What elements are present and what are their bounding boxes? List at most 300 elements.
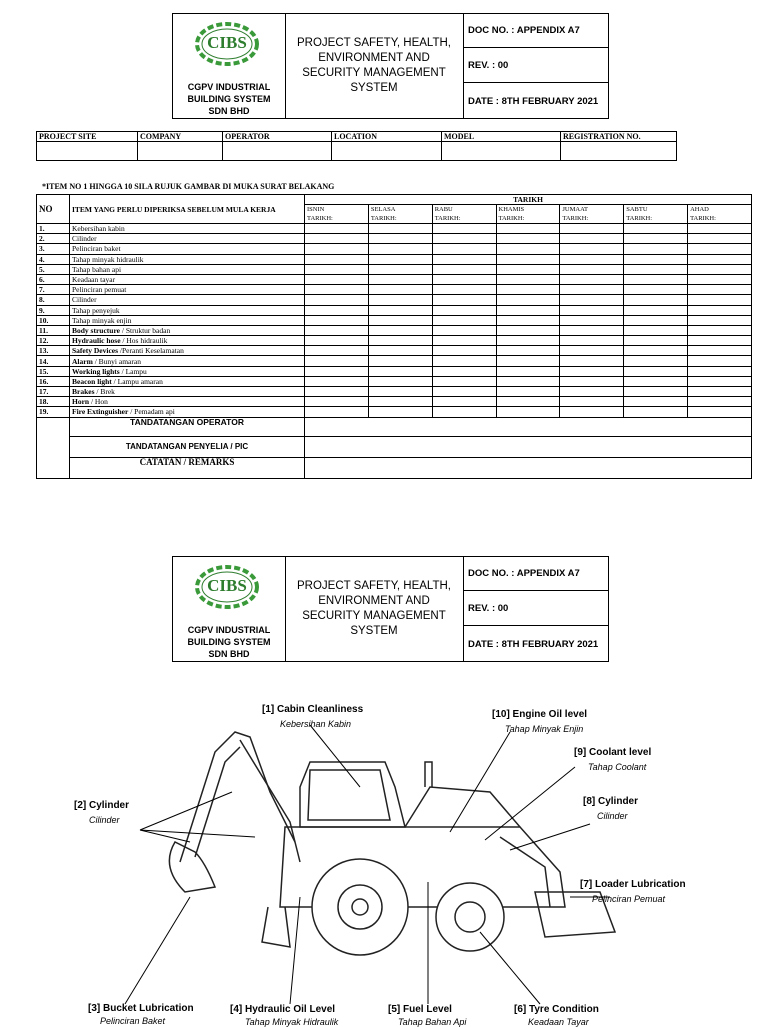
company-name-line1: CGPV INDUSTRIAL (187, 82, 271, 92)
item-number: 15. (37, 366, 70, 376)
checklist-row (37, 325, 752, 335)
day-name: ISNIN (307, 206, 325, 213)
operator-field[interactable] (223, 142, 332, 161)
check-cell[interactable] (368, 274, 432, 284)
col-item: ITEM YANG PERLU DIPERIKSA SEBELUM MULA KERJA (70, 195, 305, 224)
check-cell[interactable] (688, 264, 752, 274)
check-cell[interactable] (688, 397, 752, 407)
check-cell[interactable] (432, 285, 496, 295)
check-cell[interactable] (496, 397, 560, 407)
check-cell[interactable] (368, 254, 432, 264)
item-number: 10. (37, 315, 70, 325)
check-cell[interactable] (624, 397, 688, 407)
check-cell[interactable] (432, 224, 496, 234)
check-cell[interactable] (305, 407, 369, 417)
label-1-ms: Kebersihan Kabin (280, 719, 352, 729)
check-cell[interactable] (305, 224, 369, 234)
title-line3: SECURITY MANAGEMENT (302, 610, 446, 622)
label-4: [4] Hydraulic Oil Level (230, 1004, 336, 1015)
check-cell[interactable] (368, 224, 432, 234)
check-cell[interactable] (496, 366, 560, 376)
check-cell[interactable] (688, 244, 752, 254)
check-cell[interactable] (560, 264, 624, 274)
item-name: Keadaan tayar (72, 275, 116, 285)
col-company: COMPANY (138, 132, 223, 142)
day-name: RABU (434, 206, 453, 213)
check-cell[interactable] (305, 285, 369, 295)
check-cell[interactable] (688, 295, 752, 305)
item-number: 8. (37, 295, 70, 305)
doc-number: DOC NO. : APPENDIX A7 (464, 557, 609, 591)
day-name: JUMAAT (562, 206, 589, 213)
item-number: 5. (37, 264, 70, 274)
label-1: [1] Cabin Cleanliness (262, 704, 364, 715)
check-cell[interactable] (305, 244, 369, 254)
day-name: SABTU (626, 206, 648, 213)
label-4-ms: Tahap Minyak Hidraulik (245, 1017, 339, 1027)
check-cell[interactable] (432, 274, 496, 284)
check-cell[interactable] (368, 366, 432, 376)
check-cell[interactable] (496, 224, 560, 234)
item-description (70, 346, 305, 356)
day-date-label: TARIKH: (562, 215, 589, 222)
check-cell[interactable] (688, 285, 752, 295)
check-cell[interactable] (432, 254, 496, 264)
item-name: Tahap bahan api (72, 264, 122, 274)
check-cell[interactable] (496, 376, 560, 386)
company-name-line3: SDN BHD (208, 106, 250, 116)
registration-no-field[interactable] (561, 142, 677, 161)
item-number: 6. (37, 274, 70, 284)
item-description (70, 295, 305, 305)
check-cell[interactable] (496, 264, 560, 274)
check-cell[interactable] (432, 346, 496, 356)
check-cell[interactable] (305, 295, 369, 305)
check-cell[interactable] (432, 264, 496, 274)
check-cell[interactable] (432, 325, 496, 335)
check-cell[interactable] (688, 366, 752, 376)
check-cell[interactable] (560, 325, 624, 335)
check-cell[interactable] (496, 356, 560, 366)
check-cell[interactable] (432, 244, 496, 254)
label-10: [10] Engine Oil level (492, 709, 588, 720)
item-name: Pelinciran baket (72, 244, 121, 254)
check-cell[interactable] (688, 407, 752, 417)
check-cell[interactable] (496, 407, 560, 417)
company-field[interactable] (138, 142, 223, 161)
supervisor-signature-row (37, 436, 752, 457)
check-cell[interactable] (305, 305, 369, 315)
revision: REV. : 00 (464, 592, 609, 626)
check-cell[interactable] (624, 234, 688, 244)
check-cell[interactable] (496, 295, 560, 305)
check-cell[interactable] (560, 356, 624, 366)
check-cell[interactable] (305, 315, 369, 325)
item-name-en: Beacon light (72, 376, 112, 386)
item-name: / Brek (94, 387, 115, 397)
check-cell[interactable] (496, 254, 560, 264)
checklist-row (37, 366, 752, 376)
check-cell[interactable] (368, 387, 432, 397)
day-name: KHAMIS (498, 206, 525, 213)
label-2-ms: Cilinder (89, 815, 120, 825)
checklist-row (37, 305, 752, 315)
item-number: 1. (37, 224, 70, 234)
check-cell[interactable] (688, 356, 752, 366)
check-cell[interactable] (560, 336, 624, 346)
item-description (70, 305, 305, 315)
checklist-row (37, 295, 752, 305)
check-cell[interactable] (624, 356, 688, 366)
check-cell[interactable] (305, 336, 369, 346)
project-input-row (37, 142, 677, 161)
check-cell[interactable] (432, 336, 496, 346)
checklist-row (37, 285, 752, 295)
check-cell[interactable] (624, 305, 688, 315)
check-cell[interactable] (688, 376, 752, 386)
item-description (70, 264, 305, 274)
item-number: 7. (37, 285, 70, 295)
col-location: LOCATION (332, 132, 442, 142)
title-line4: SYSTEM (350, 625, 398, 637)
checklist-row (37, 224, 752, 234)
project-site-field[interactable] (37, 142, 138, 161)
checklist-row (37, 254, 752, 264)
model-field[interactable] (442, 142, 561, 161)
day-col-jumaat (560, 205, 624, 224)
label-8: [8] Cylinder (583, 796, 639, 807)
check-cell[interactable] (688, 305, 752, 315)
checklist-row (37, 387, 752, 397)
day-col-khamis (496, 205, 560, 224)
check-cell[interactable] (305, 346, 369, 356)
check-cell[interactable] (624, 387, 688, 397)
label-6-ms: Keadaan Tayar (528, 1017, 589, 1027)
day-col-sabtu (624, 205, 688, 224)
check-cell[interactable] (624, 244, 688, 254)
check-cell[interactable] (432, 305, 496, 315)
item-name: / Bunyi amaran (92, 356, 141, 366)
check-cell[interactable] (624, 295, 688, 305)
check-cell[interactable] (688, 234, 752, 244)
check-cell[interactable] (560, 295, 624, 305)
check-cell[interactable] (368, 285, 432, 295)
document-header (172, 13, 609, 119)
check-cell[interactable] (368, 346, 432, 356)
check-cell[interactable] (305, 387, 369, 397)
label-10-ms: Tahap Minyak Enjin (505, 724, 584, 734)
item-name: Cilinder (72, 295, 97, 305)
check-cell[interactable] (305, 397, 369, 407)
day-date-label: TARIKH: (498, 215, 525, 222)
title-line2: ENVIRONMENT AND (318, 595, 430, 607)
item-name: Kebersihan kabin (72, 224, 125, 234)
item-number: 16. (37, 376, 70, 386)
check-cell[interactable] (432, 295, 496, 305)
check-cell[interactable] (368, 234, 432, 244)
check-cell[interactable] (624, 254, 688, 264)
document-title (285, 14, 464, 118)
check-cell[interactable] (624, 274, 688, 284)
check-cell[interactable] (368, 305, 432, 315)
item-description (70, 234, 305, 244)
item-description (70, 397, 305, 407)
logo-text: CIBS (207, 576, 247, 595)
operator-signature-row (37, 417, 752, 436)
col-model: MODEL (442, 132, 561, 142)
check-cell[interactable] (368, 407, 432, 417)
check-cell[interactable] (688, 325, 752, 335)
check-cell[interactable] (496, 336, 560, 346)
item-number: 9. (37, 305, 70, 315)
check-cell[interactable] (688, 346, 752, 356)
checklist-header-row (37, 195, 752, 205)
checklist-row (37, 264, 752, 274)
location-field[interactable] (332, 142, 442, 161)
checklist-row (37, 346, 752, 356)
check-cell[interactable] (560, 274, 624, 284)
day-date-label: TARIKH: (434, 215, 461, 222)
check-cell[interactable] (560, 346, 624, 356)
check-cell[interactable] (432, 376, 496, 386)
check-cell[interactable] (305, 376, 369, 386)
item-description (70, 356, 305, 366)
check-cell[interactable] (305, 366, 369, 376)
logo-text: CIBS (207, 33, 247, 52)
check-cell[interactable] (305, 254, 369, 264)
check-cell[interactable] (496, 387, 560, 397)
inspection-checklist (36, 194, 752, 479)
day-col-rabu (432, 205, 496, 224)
label-8-ms: Cilinder (597, 811, 628, 821)
col-registration-no: REGISTRATION NO. (561, 132, 677, 142)
check-cell[interactable] (368, 376, 432, 386)
check-cell[interactable] (432, 315, 496, 325)
check-cell[interactable] (624, 376, 688, 386)
check-cell[interactable] (432, 387, 496, 397)
label-9-ms: Tahap Coolant (588, 762, 647, 772)
check-cell[interactable] (560, 285, 624, 295)
check-cell[interactable] (368, 325, 432, 335)
check-cell[interactable] (688, 336, 752, 346)
check-cell[interactable] (305, 274, 369, 284)
check-cell[interactable] (368, 315, 432, 325)
col-tarikh: TARIKH (305, 195, 752, 205)
check-cell[interactable] (560, 244, 624, 254)
day-col-isnin (305, 205, 369, 224)
project-info-table (36, 131, 677, 161)
item-name-en: Horn (72, 397, 90, 407)
check-cell[interactable] (624, 407, 688, 417)
check-cell[interactable] (624, 315, 688, 325)
item-name: / Pemadam api (128, 407, 175, 417)
label-2: [2] Cylinder (74, 800, 130, 811)
checklist-row (37, 336, 752, 346)
item-description (70, 325, 305, 335)
check-cell[interactable] (496, 274, 560, 284)
check-cell[interactable] (432, 407, 496, 417)
item-name: / Struktur badan (120, 325, 171, 335)
check-cell[interactable] (368, 336, 432, 346)
item-name-en: Body structure (72, 325, 120, 335)
check-cell[interactable] (432, 356, 496, 366)
checklist-row (37, 234, 752, 244)
check-cell[interactable] (496, 346, 560, 356)
item-number: 17. (37, 387, 70, 397)
check-cell[interactable] (624, 224, 688, 234)
check-cell[interactable] (496, 244, 560, 254)
item-number: 18. (37, 397, 70, 407)
remarks-field[interactable] (305, 457, 752, 478)
operator-signature-field[interactable] (305, 417, 752, 436)
backhoe-illustration (0, 692, 768, 1024)
reference-note: *ITEM NO 1 HINGGA 10 SILA RUJUK GAMBAR DI MUKA SURAT BELAKANG (42, 182, 335, 191)
check-cell[interactable] (368, 356, 432, 366)
label-9: [9] Coolant level (574, 747, 652, 758)
check-cell[interactable] (368, 295, 432, 305)
day-date-label: TARIKH: (690, 215, 716, 222)
item-name: Tahap minyak hidraulik (72, 254, 144, 264)
checklist-row (37, 356, 752, 366)
check-cell[interactable] (496, 285, 560, 295)
check-cell[interactable] (496, 305, 560, 315)
document-header-page2 (172, 556, 609, 662)
title-line1: PROJECT SAFETY, HEALTH, (296, 37, 451, 49)
day-date-label: TARIKH: (307, 215, 333, 222)
check-cell[interactable] (305, 264, 369, 274)
check-cell[interactable] (368, 264, 432, 274)
item-name-en: Fire Extinguisher (72, 407, 129, 417)
supervisor-signature-field[interactable] (305, 436, 752, 457)
day-name: SELASA (370, 206, 396, 213)
check-cell[interactable] (624, 336, 688, 346)
item-description (70, 387, 305, 397)
label-5: [5] Fuel Level (388, 1004, 452, 1015)
check-cell[interactable] (432, 397, 496, 407)
checklist-row (37, 376, 752, 386)
check-cell[interactable] (560, 376, 624, 386)
project-header-row (37, 132, 677, 142)
item-name: Cilinder (72, 234, 97, 244)
backhoe-diagram (0, 692, 768, 1027)
signature-no-cell (37, 417, 70, 478)
col-operator: OPERATOR (223, 132, 332, 142)
check-cell[interactable] (560, 407, 624, 417)
document-title (285, 557, 464, 661)
label-3-ms: Pelinciran Baket (100, 1016, 166, 1026)
item-number: 2. (37, 234, 70, 244)
check-cell[interactable] (688, 315, 752, 325)
item-name-en: Brakes (72, 387, 95, 397)
title-line2: ENVIRONMENT AND (318, 52, 430, 64)
check-cell[interactable] (688, 224, 752, 234)
item-description (70, 407, 305, 417)
document-date: DATE : 8TH FEBRUARY 2021 (468, 638, 599, 650)
check-cell[interactable] (496, 325, 560, 335)
item-name: Pelinciran pemuat (72, 285, 127, 295)
item-name-en: Hydraulic hose (72, 336, 121, 346)
remarks-row (37, 457, 752, 478)
item-number: 13. (37, 346, 70, 356)
check-cell[interactable] (560, 315, 624, 325)
check-cell[interactable] (560, 254, 624, 264)
check-cell[interactable] (368, 397, 432, 407)
checklist-row (37, 244, 752, 254)
check-cell[interactable] (496, 315, 560, 325)
check-cell[interactable] (624, 264, 688, 274)
item-number: 19. (37, 407, 70, 417)
item-description (70, 224, 305, 234)
check-cell[interactable] (688, 254, 752, 264)
check-cell[interactable] (624, 325, 688, 335)
item-number: 12. (37, 336, 70, 346)
check-cell[interactable] (624, 366, 688, 376)
item-number: 3. (37, 244, 70, 254)
item-description (70, 315, 305, 325)
check-cell[interactable] (560, 234, 624, 244)
checklist-row (37, 407, 752, 417)
item-description (70, 254, 305, 264)
check-cell[interactable] (305, 325, 369, 335)
check-cell[interactable] (624, 285, 688, 295)
check-cell[interactable] (432, 234, 496, 244)
doc-number: DOC NO. : APPENDIX A7 (464, 14, 609, 48)
item-description (70, 376, 305, 386)
item-name-en: Safety Devices (72, 346, 119, 356)
label-3: [3] Bucket Lubrication (88, 1003, 194, 1014)
check-cell[interactable] (560, 397, 624, 407)
checklist-row (37, 397, 752, 407)
item-description (70, 244, 305, 254)
company-name-line1: CGPV INDUSTRIAL (187, 625, 271, 635)
checklist-rows (37, 224, 752, 418)
item-description (70, 336, 305, 346)
revision: REV. : 00 (464, 49, 609, 83)
item-number: 11. (37, 325, 70, 335)
check-cell[interactable] (368, 244, 432, 254)
remarks-label: CATATAN / REMARKS (70, 457, 305, 478)
item-description (70, 366, 305, 376)
item-name: / Lampu (119, 366, 147, 376)
check-cell[interactable] (305, 234, 369, 244)
item-name-en: Working lights (72, 366, 120, 376)
check-cell[interactable] (688, 274, 752, 284)
check-cell[interactable] (688, 387, 752, 397)
item-description (70, 285, 305, 295)
title-line1: PROJECT SAFETY, HEALTH, (296, 580, 451, 592)
col-project-site: PROJECT SITE (37, 132, 138, 142)
check-cell[interactable] (624, 346, 688, 356)
logo-cell (173, 557, 286, 661)
check-cell[interactable] (305, 356, 369, 366)
check-cell[interactable] (560, 366, 624, 376)
check-cell[interactable] (560, 305, 624, 315)
operator-signature-label: TANDATANGAN OPERATOR (70, 417, 305, 436)
item-name: / Hon (89, 397, 108, 407)
title-line4: SYSTEM (350, 82, 398, 94)
check-cell[interactable] (432, 366, 496, 376)
company-name-line3: SDN BHD (208, 649, 250, 659)
label-7-ms: Pelinciran Pemuat (592, 894, 666, 904)
item-name-en: Alarm (72, 356, 93, 366)
title-line3: SECURITY MANAGEMENT (302, 67, 446, 79)
check-cell[interactable] (560, 224, 624, 234)
item-description (70, 274, 305, 284)
check-cell[interactable] (496, 234, 560, 244)
check-cell[interactable] (560, 387, 624, 397)
col-no: NO (37, 195, 70, 224)
day-col-ahad (688, 205, 752, 224)
